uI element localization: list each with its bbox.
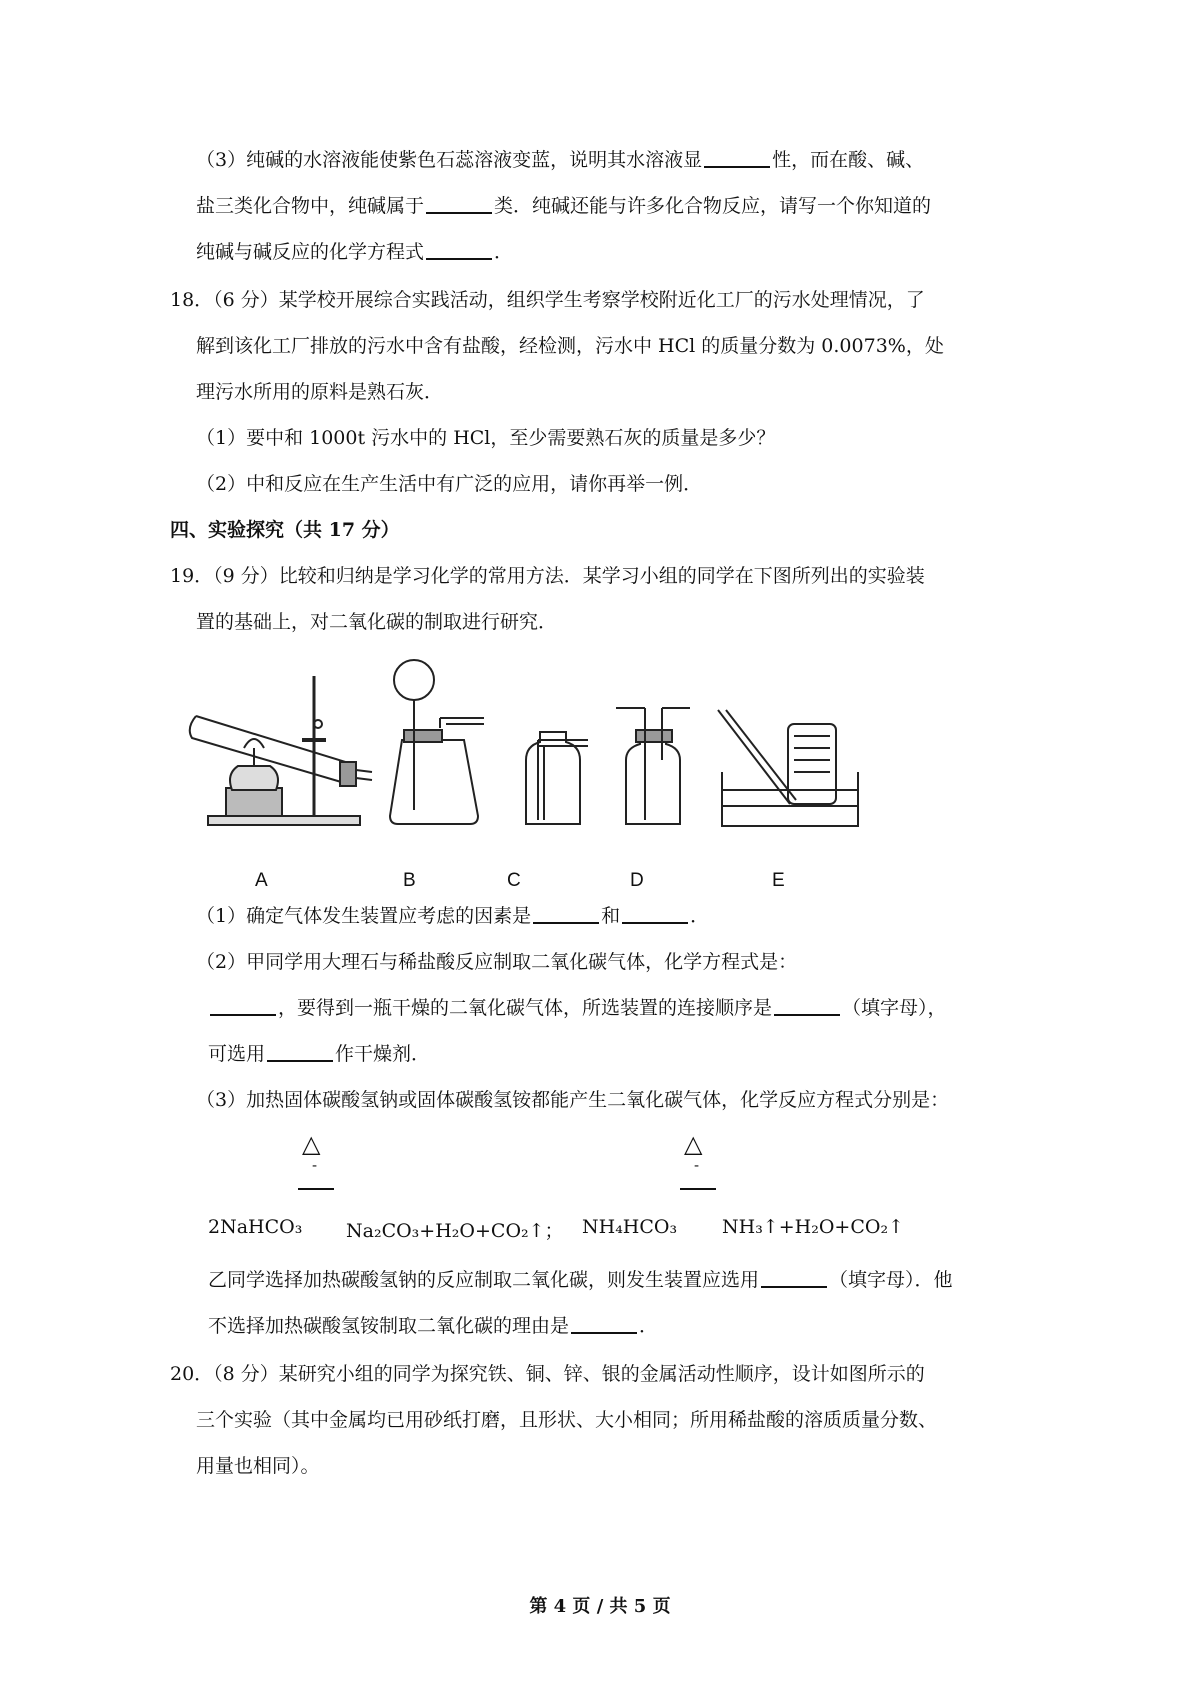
answer-blank[interactable]: [622, 902, 688, 924]
q19-sub3-line3: 不选择加热碳酸氢铵制取二氧化碳的理由是 ．: [208, 1312, 658, 1340]
answer-blank[interactable]: [761, 1266, 827, 1288]
section-heading: 四、实验探究（共 17 分）: [170, 519, 400, 541]
dash-mark: -: [694, 1156, 700, 1174]
answer-blank[interactable]: [571, 1312, 637, 1334]
dash-mark: -: [312, 1156, 318, 1174]
apparatus-a: [190, 676, 372, 825]
q18-line3: 理污水所用的原料是熟石灰．: [196, 381, 444, 403]
answer-blank[interactable]: [210, 994, 276, 1016]
label-b: B: [403, 870, 416, 891]
heat-sign: △: [684, 1130, 703, 1158]
q19-line1: 19．（9 分）比较和归纳是学习化学的常用方法．某学习小组的同学在下图所列出的实验装: [170, 565, 925, 587]
q18-line1: 18．（6 分）某学校开展综合实践活动，组织学生考察学校附近化工厂的污水处理情况，了: [170, 289, 925, 311]
q17-3-line1: （3）纯碱的水溶液能使紫色石蕊溶液变蓝，说明其水溶液显 性，而在酸、碱、: [196, 146, 924, 174]
q18-sub1: （1）要中和 1000t 污水中的 HCl，至少需要熟石灰的质量是多少？: [196, 427, 776, 449]
q18-sub2: （2）中和反应在生产生活中有广泛的应用，请你再举一例．: [196, 473, 703, 495]
q19-sub3: （3）加热固体碳酸氢钠或固体碳酸氢铵都能产生二氧化碳气体，化学反应方程式分别是：: [196, 1089, 950, 1111]
equation-line: [680, 1188, 716, 1190]
eq2-reactant: NH₄HCO₃: [582, 1216, 678, 1238]
apparatus-e: [718, 710, 858, 826]
answer-blank[interactable]: [533, 902, 599, 924]
label-d: D: [630, 870, 644, 891]
q17-3-line2: 盐三类化合物中，纯碱属于 类．纯碱还能与许多化合物反应，请写一个你知道的: [196, 192, 931, 220]
page-footer: 第 4 页 / 共 5 页: [529, 1596, 671, 1617]
q19-sub2: （2）甲同学用大理石与稀盐酸反应制取二氧化碳气体，化学方程式是：: [196, 951, 798, 973]
q20-line3: 用量也相同）。: [196, 1455, 320, 1477]
label-c: C: [507, 870, 521, 891]
answer-blank[interactable]: [704, 146, 770, 168]
q19-sub2-line3: 可选用 作干燥剂．: [208, 1040, 430, 1068]
q19-sub1: （1）确定气体发生装置应考虑的因素是 和 ．: [196, 902, 709, 930]
apparatus-d: [616, 708, 690, 824]
q20-line2: 三个实验（其中金属均已用砂纸打磨，且形状、大小相同；所用稀盐酸的溶质质量分数、: [196, 1409, 938, 1431]
heat-sign: △: [302, 1130, 321, 1158]
label-e: E: [772, 870, 785, 891]
q17-3-line3: 纯碱与碱反应的化学方程式 ．: [196, 238, 513, 266]
answer-blank[interactable]: [267, 1040, 333, 1062]
equation-line: [298, 1188, 334, 1190]
label-a: A: [255, 870, 268, 891]
q19-sub2-line2: ，要得到一瓶干燥的二氧化碳气体，所选装置的连接顺序是 （填字母），: [208, 994, 947, 1022]
q19-sub3-line2: 乙同学选择加热碳酸氢钠的反应制取二氧化碳，则发生装置应选用 （填字母）．他: [208, 1266, 953, 1294]
apparatus-b: [390, 660, 484, 824]
apparatus-c: [526, 732, 588, 824]
eq1-product: Na₂CO₃+H₂O+CO₂↑；: [346, 1220, 564, 1242]
answer-blank[interactable]: [426, 238, 492, 260]
q19-line2: 置的基础上，对二氧化碳的制取进行研究．: [196, 611, 558, 633]
eq1-reactant: 2NaHCO₃: [208, 1216, 303, 1238]
eq2-product: NH₃↑+H₂O+CO₂↑: [722, 1216, 904, 1238]
answer-blank[interactable]: [774, 994, 840, 1016]
q20-line1: 20．（8 分）某研究小组的同学为探究铁、铜、锌、银的金属活动性顺序，设计如图所示的: [170, 1363, 925, 1385]
answer-blank[interactable]: [426, 192, 492, 214]
q18-line2: 解到该化工厂排放的污水中含有盐酸，经检测，污水中 HCl 的质量分数为 0.0073%，处: [196, 335, 944, 357]
